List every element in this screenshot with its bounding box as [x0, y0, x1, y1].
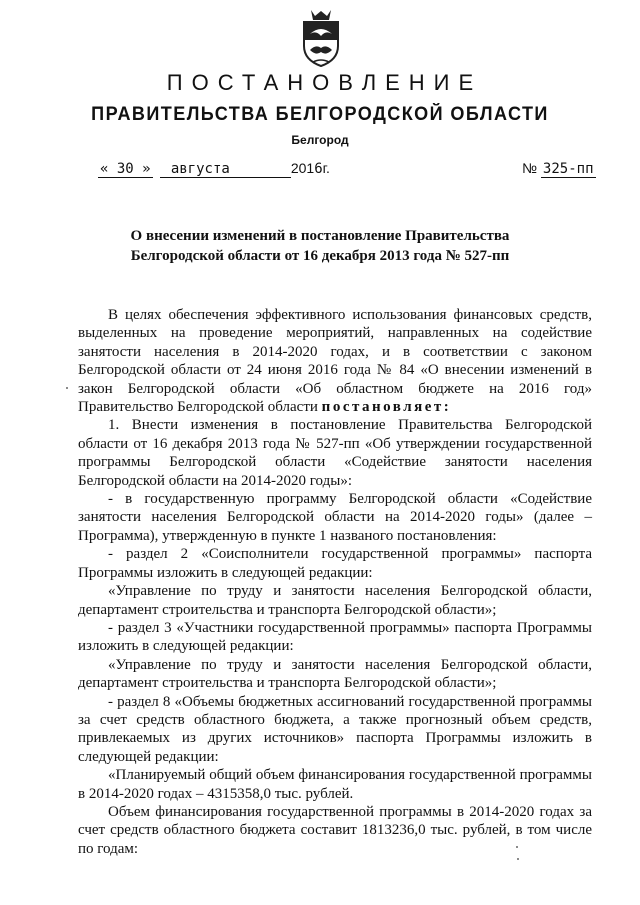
decree-word: постановляет:: [321, 399, 452, 416]
date-day-field: « 30 »: [100, 161, 151, 177]
number-value: 325-пп: [542, 161, 594, 177]
scan-speck: [516, 846, 518, 848]
title-line: О внесении изменений в постановление Правительства: [130, 228, 510, 244]
date-year-suffix: 6: [314, 161, 323, 177]
document-date: [98, 160, 330, 177]
title-line: Белгородской области от 16 декабря 2013 года № 527-пп: [130, 248, 510, 264]
document-type-heading: ПОСТАНОВЛЕНИЕ: [166, 70, 483, 95]
number-label: №: [522, 160, 538, 176]
issuer-heading: ПРАВИТЕЛЬСТВА БЕЛГОРОДСКОЙ ОБЛАСТИ: [91, 104, 549, 125]
paragraph-section-8: - раздел 8 «Объемы бюджетных ассигнований государственной программы за счет средств областного бюджета, а также прогнозный объем средств, привлекаемых из других источников» паспорта Программы изложить в следующей редакции:: [78, 693, 592, 765]
date-year-prefix: 201: [290, 160, 315, 176]
document-number: [522, 160, 596, 177]
document-body: [78, 306, 592, 858]
paragraph-section-2-text: «Управление по труду и занятости населения Белгородской области, департамент строительства и транспорта Белгородской области»;: [78, 583, 592, 618]
scan-speck: [66, 387, 68, 389]
paragraph-preamble: В целях обеспечения эффективного использования финансовых средств, выделенных на проведение мероприятий, направленных на содействие занятости населения в 2014-2020 годах, и в соответствии с законом Белгородской области от 24 июня 2016 года № 84 «О внесении изменений в закон Белгородской области «Об областном бюджете на 2016 год» Правительство Белгородской области постановляет:: [78, 307, 592, 416]
date-month-field: августа: [160, 161, 290, 178]
paragraph-section-2: - раздел 2 «Соисполнители государственной программы» паспорта Программы изложить в следующей редакции:: [78, 546, 592, 581]
coat-of-arms-emblem: [296, 6, 346, 68]
paragraph-section-3-text: «Управление по труду и занятости населения Белгородской области, департамент строительства и транспорта Белгородской области»;: [78, 656, 592, 692]
paragraph-financing: Объем финансирования государственной программы в 2014-2020 годах за счет средств областного бюджета составит 1813236,0 тыс. рублей, в том числе по годам:: [78, 803, 592, 857]
date-year-mark: г.: [322, 160, 330, 176]
paragraph-section-8-text: «Планируемый общий объем финансирования государственной программы в 2014-2020 годах – 4315358,0 тыс. рублей.: [78, 767, 592, 802]
city-label: Белгород: [291, 133, 349, 147]
paragraph-item-1: 1. Внести изменения в постановление Правительства Белгородской области от 16 декабря 2013 года № 527-пп «Об утверждении государственной программы Белгородской области «Содействие занятости населения Белгородской области на 2014-2020 годы»:: [78, 417, 592, 489]
paragraph-program: - в государственную программу Белгородской области «Содействие занятости населения Белгородской области на 2014-2020 годы» (далее – Программа), утвержденную в пункте 1 названого постановления:: [78, 491, 592, 544]
document-title: [100, 226, 540, 266]
scan-speck: [517, 858, 519, 860]
paragraph-section-3: - раздел 3 «Участники государственной программы» паспорта Программы изложить в следующей редакции:: [78, 619, 592, 655]
